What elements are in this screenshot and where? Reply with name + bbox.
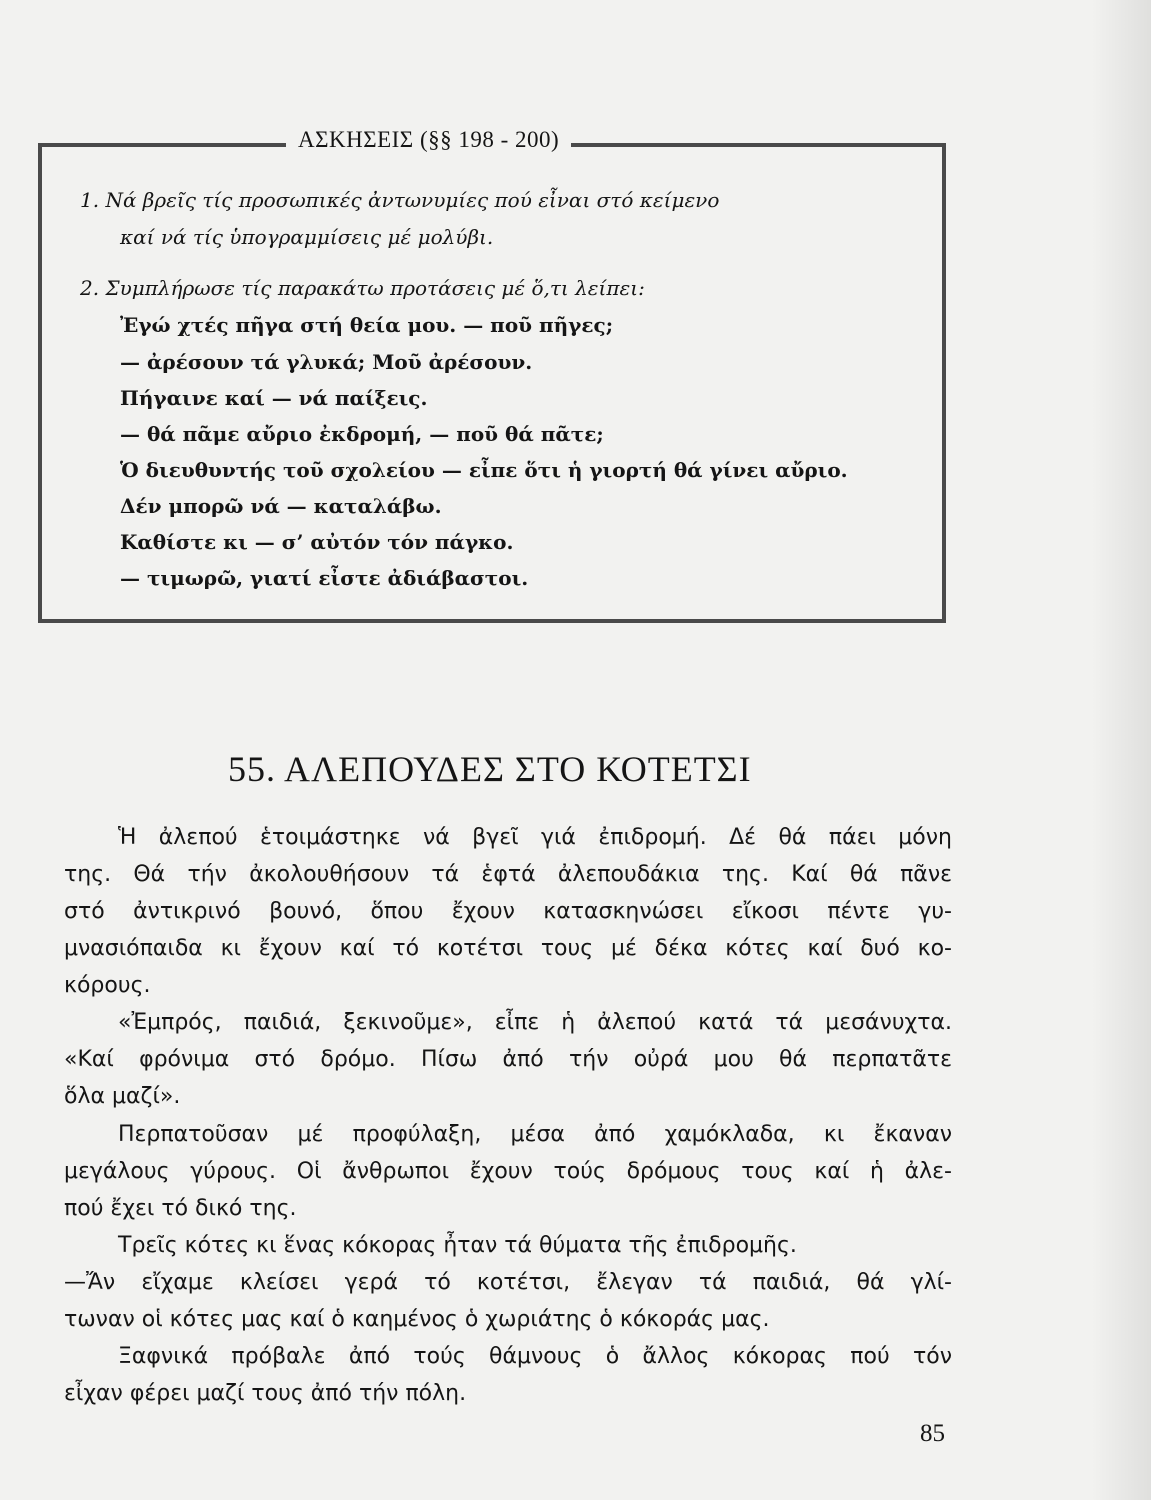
story-line: ὅλα μαζί».: [64, 1084, 181, 1109]
story-line: Ξαφνικά πρόβαλε ἀπό τούς θάμνους ὁ ἄλλος κόκορας πού τόν: [118, 1344, 952, 1369]
story-line: εἶχαν φέρει μαζί τους ἀπό τήν πόλη.: [64, 1381, 467, 1406]
page-number: 85: [920, 1420, 945, 1447]
story-line: μνασιόπαιδα κι ἔχουν καί τό κοτέτσι τους μέ δέκα κότες καί δυό κο-: [64, 936, 952, 961]
story-line: κόρους.: [64, 973, 151, 998]
fill-in-sentence: — τιμωρῶ, γιατί εἶστε ἀδιάβαστοι.: [120, 566, 529, 590]
exercise-1-line-2: καί νά τίς ὑπογραμμίσεις μέ μολύβι.: [120, 225, 494, 249]
story-line: πού ἔχει τό δικό της.: [64, 1196, 297, 1221]
story-line: Περπατοῦσαν μέ προφύλαξη, μέσα ἀπό χαμόκλαδα, κι ἔκαναν: [118, 1122, 952, 1147]
exercise-1-line-1: 1. Νά βρεῖς τίς προσωπικές ἀντωνυμίες πού εἶναι στό κείμενο: [80, 188, 720, 212]
fill-in-sentence: Ὁ διευθυντής τοῦ σχολείου — εἶπε ὅτι ἡ γιορτή θά γίνει αὔριο.: [120, 458, 848, 482]
story-line: «Καί φρόνιμα στό δρόμο. Πίσω ἀπό τήν οὐρά μου θά περπατᾶτε: [64, 1047, 952, 1072]
story-line: «Ἐμπρός, παιδιά, ξεκινοῦμε», εἶπε ἡ ἀλεπού κατά τά μεσάνυχτα.: [118, 1010, 952, 1035]
fill-in-sentence: Καθίστε κι — σ’ αὐτόν τόν πάγκο.: [120, 530, 514, 554]
exercise-2-instruction: 2. Συμπλήρωσε τίς παρακάτω προτάσεις μέ ὅ,τι λείπει:: [80, 276, 645, 300]
story-line: Ἡ ἀλεπού ἑτοιμάστηκε νά βγεῖ γιά ἐπιδρομή. Δέ θά πάει μόνη: [118, 825, 952, 850]
story-line: τωναν οἱ κότες μας καί ὁ καημένος ὁ χωριάτης ὁ κόκοράς μας.: [64, 1307, 770, 1332]
story-line: στό ἀντικρινό βουνό, ὅπου ἔχουν κατασκηνώσει εἴκοσι πέντε γυ-: [64, 899, 952, 924]
story-line: —Ἄν εἴχαμε κλείσει γερά τό κοτέτσι, ἔλεγαν τά παιδιά, θά γλί-: [64, 1270, 952, 1295]
exercises-title: ΑΣΚΗΣΕΙΣ (§§ 198 - 200): [286, 127, 571, 153]
fill-in-sentence: Ἐγώ χτές πῆγα στή θεία μου. — ποῦ πῆγες;: [120, 313, 614, 337]
story-line: μεγάλους γύρους. Οἱ ἄνθρωποι ἔχουν τούς δρόμους τους καί ἡ ἀλε-: [64, 1159, 952, 1184]
fill-in-sentence: Πήγαινε καί — νά παίξεις.: [120, 386, 428, 410]
fill-in-sentence: — θά πᾶμε αὔριο ἐκδρομή, — ποῦ θά πᾶτε;: [120, 422, 604, 446]
fill-in-sentence: — ἀρέσουν τά γλυκά; Μοῦ ἀρέσουν.: [120, 350, 533, 374]
page-edge-shadow: [1091, 0, 1151, 1500]
chapter-title: 55. ΑΛΕΠΟΥΔΕΣ ΣΤΟ ΚΟΤΕΤΣΙ: [228, 749, 752, 789]
fill-in-sentence: Δέν μπορῶ νά — καταλάβω.: [120, 494, 442, 518]
story-line: Τρεῖς κότες κι ἕνας κόκορας ἦταν τά θύματα τῆς ἐπιδρομῆς.: [118, 1233, 797, 1258]
story-line: της. Θά τήν ἀκολουθήσουν τά ἑφτά ἀλεπουδάκια της. Καί θά πᾶνε: [64, 862, 952, 887]
